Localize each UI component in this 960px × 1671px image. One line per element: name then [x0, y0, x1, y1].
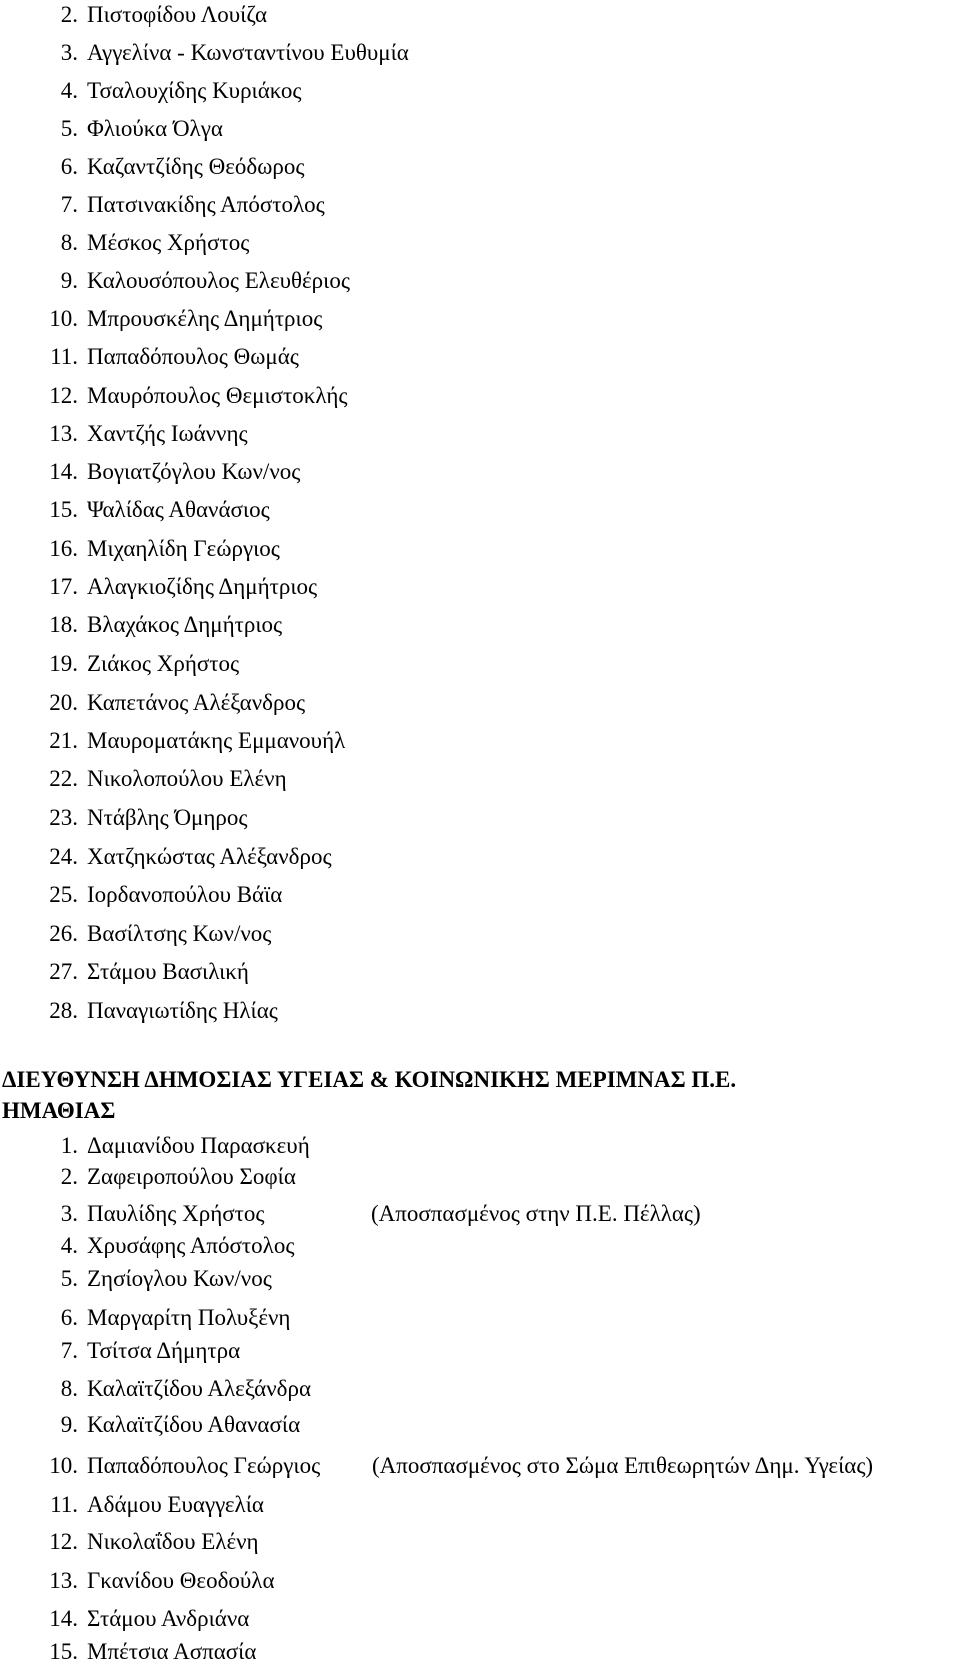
list-item-number: 26.: [49, 921, 78, 946]
list-item-number: 13.: [49, 1568, 78, 1593]
list-item-name: Στάμου Ανδριάνα: [87, 1606, 250, 1631]
list-item-number: 27.: [49, 959, 78, 984]
list-item-number: 3.: [60, 1201, 78, 1226]
list-item-name: Ντάβλης Όμηρος: [87, 805, 248, 830]
list-item-name: Τσίτσα Δήμητρα: [87, 1338, 241, 1363]
list-item-number: 17.: [49, 574, 78, 599]
list-item-number: 8.: [60, 1376, 78, 1401]
list-item-number: 16.: [49, 536, 78, 561]
list-item-number: 6.: [60, 154, 78, 179]
list-item-name: Τσαλουχίδης Κυριάκος: [87, 78, 302, 103]
list-item-number: 28.: [49, 998, 78, 1023]
list-item-number: 10.: [49, 306, 78, 331]
list-item-name: Ζαφειροπούλου Σοφία: [87, 1164, 296, 1189]
list-item-name: Πιστοφίδου Λουίζα: [87, 2, 268, 27]
list-item-number: 10.: [49, 1453, 78, 1478]
list-item-number: 21.: [49, 728, 78, 753]
list-item-name: Βλαχάκος Δημήτριος: [87, 612, 283, 637]
list-item-number: 6.: [60, 1305, 78, 1330]
list-item-name: Βασίλτσης Κων/νος: [87, 921, 272, 946]
list-item-name: Ψαλίδας Αθανάσιος: [87, 497, 270, 522]
list-item-name: Μιχαηλίδη Γεώργιος: [87, 536, 280, 561]
list-item-name: Νικολοπούλου Ελένη: [87, 766, 287, 791]
list-item-number: 15.: [49, 1639, 78, 1664]
list-item-name: Μαυροματάκης Εμμανουήλ: [87, 728, 346, 753]
list-item-name: Χατζηκώστας Αλέξανδρος: [87, 844, 332, 869]
list-item-name: Βογιατζόγλου Κων/νος: [87, 459, 301, 484]
list-item-number: 9.: [60, 268, 78, 293]
list-item-number: 24.: [49, 844, 78, 869]
list-item-name: Χρυσάφης Απόστολος: [87, 1233, 295, 1258]
list-item-name: Πατσινακίδης Απόστολος: [87, 192, 325, 217]
list-item-name: Μαργαρίτη Πολυξένη: [87, 1305, 291, 1330]
list-item-name: Αδάμου Ευαγγελία: [87, 1492, 264, 1517]
list-item-name: Παυλίδης Χρήστος: [87, 1201, 265, 1226]
list-item-number: 15.: [49, 497, 78, 522]
list-item-name: Μπέτσια Ασπασία: [87, 1639, 257, 1664]
list-item-name: Ιορδανοπούλου Βάϊα: [87, 882, 283, 907]
list-item-number: 1.: [60, 1133, 78, 1158]
list-item-number: 19.: [49, 651, 78, 676]
list-item-name: Χαντζής Ιωάννης: [87, 421, 248, 446]
list-item-name: Καλαϊτζίδου Αλεξάνδρα: [87, 1376, 311, 1401]
list-item-number: 4.: [60, 1233, 78, 1258]
list-item-number: 11.: [50, 1492, 78, 1517]
list-item-number: 2.: [60, 1164, 78, 1189]
list-item-name: Παπαδόπουλος Θωμάς: [87, 344, 299, 369]
list-item-number: 22.: [49, 766, 78, 791]
list-item-number: 8.: [60, 230, 78, 255]
section-heading-line-1: ΔΙΕΥΘΥΝΣΗ ΔΗΜΟΣΙΑΣ ΥΓΕΙΑΣ & ΚΟΙΝΩΝΙΚΗΣ ΜΕΡΙΜΝΑΣ Π.Ε.: [2, 1067, 737, 1092]
list-item-name: Μαυρόπουλος Θεμιστοκλής: [87, 383, 348, 408]
list-item-name: Αλαγκιοζίδης Δημήτριος: [87, 574, 318, 599]
list-item-number: 14.: [49, 1606, 78, 1631]
list-item-number: 25.: [49, 882, 78, 907]
list-item-name: Παναγιωτίδης Ηλίας: [87, 998, 278, 1023]
list-item-name: Δαμιανίδου Παρασκευή: [87, 1133, 310, 1158]
list-item-number: 2.: [60, 2, 78, 27]
list-item-name: Καλουσόπουλος Ελευθέριος: [87, 268, 350, 293]
list-item-name: Καλαϊτζίδου Αθανασία: [87, 1412, 301, 1437]
list-item-name: Ζησίογλου Κων/νος: [87, 1266, 272, 1291]
list-item-number: 13.: [49, 421, 78, 446]
list-item-number: 4.: [60, 78, 78, 103]
list-item-name: Καπετάνος Αλέξανδρος: [87, 690, 306, 715]
list-item-number: 23.: [49, 805, 78, 830]
list-item-name: Μέσκος Χρήστος: [87, 230, 250, 255]
list-item-name: Γκανίδου Θεοδούλα: [87, 1568, 275, 1593]
list-item-number: 9.: [60, 1412, 78, 1437]
section-heading-line-2: ΗΜΑΘΙΑΣ: [2, 1098, 116, 1123]
list-item-number: 14.: [49, 459, 78, 484]
list-item-name: Νικολαΐδου Ελένη: [87, 1529, 259, 1554]
list-item-number: 12.: [49, 1529, 78, 1554]
list-item-number: 5.: [60, 116, 78, 141]
list-item-number: 11.: [50, 344, 78, 369]
list-item-name: Αγγελίνα - Κωνσταντίνου Ευθυμία: [87, 40, 409, 65]
list-item-number: 3.: [60, 40, 78, 65]
list-item-name: Παπαδόπουλος Γεώργιος: [87, 1453, 321, 1478]
list-item-number: 5.: [60, 1266, 78, 1291]
list-item-number: 7.: [60, 192, 78, 217]
list-item-name: Φλιούκα Όλγα: [87, 116, 223, 141]
list-item-name: Στάμου Βασιλική: [87, 959, 249, 984]
list-item-number: 20.: [49, 690, 78, 715]
list-item-name: Ζιάκος Χρήστος: [87, 651, 240, 676]
list-item-name: Καζαντζίδης Θεόδωρος: [87, 154, 305, 179]
list-item-note: (Αποσπασμένος στην Π.Ε. Πέλλας): [371, 1201, 701, 1226]
list-item-name: Μπρουσκέλης Δημήτριος: [87, 306, 323, 331]
list-item-number: 12.: [49, 383, 78, 408]
list-item-number: 7.: [60, 1338, 78, 1363]
list-item-note: (Αποσπασμένος στο Σώμα Επιθεωρητών Δημ. Υγείας): [372, 1453, 874, 1478]
list-item-number: 18.: [49, 612, 78, 637]
